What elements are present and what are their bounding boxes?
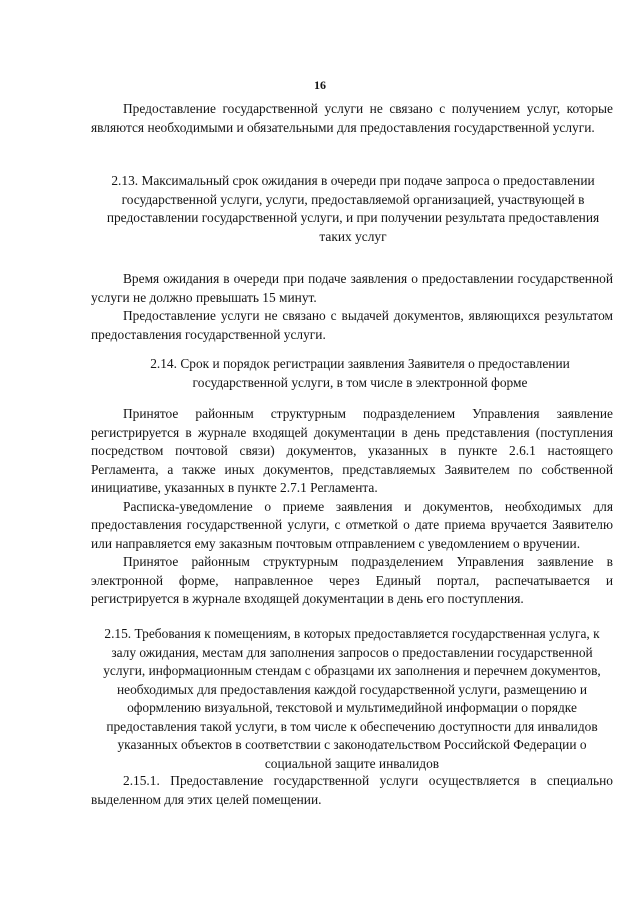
page-number: 16 [314, 78, 326, 92]
paragraph-text: Предоставление услуги не связано с выдачей документов, являющихся результатом предоставления государственной услуги. [91, 308, 613, 342]
paragraph-text: Предоставление государственной услуги не связано с получением услуг, которые являются необходимыми и обязательными для предоставления государственной услуги. [91, 101, 613, 135]
paragraph-text: Расписка-уведомление о приеме заявления и документов, необходимых для предоставления государственной услуги, с отметкой о дате приема вручается Заявителю или направляется ему заказным почтовым отправлением с уведомлением о вручении. [91, 498, 613, 551]
section-heading-2-14 [120, 355, 600, 392]
heading-text: 2.14. Срок и порядок регистрации заявления Заявителя о предоставлении государственной услуги, в том числе в электронной форме [150, 356, 570, 390]
heading-text: 2.13. Максимальный срок ожидания в очереди при подаче запроса о предоставлении государственной услуги, услуги, предоставляемой организацией, участвующей в предоставлении государственной услуги, и при получении результата предоставления таких услуг [106, 173, 600, 244]
paragraph-text: 2.15.1. Предоставление государственной услуги осуществляется в специально выделенном для этих целей помещении. [91, 773, 613, 807]
paragraph-registration [91, 405, 613, 609]
paragraph-text: Время ожидания в очереди при подаче заявления о предоставлении государственной услуги не должно превышать 15 минут. [91, 271, 613, 305]
paragraph-text: Принятое районным структурным подразделением Управления заявление в электронной форме, направленное через Единый портал, распечатывается и регистрируется в журнале входящей документации в день его поступления. [91, 554, 613, 606]
paragraph-text: Принятое районным структурным подразделением Управления заявление регистрируется в журнале входящей документации в день представления (поступления посредством почтовой связи) документов, указанных в пункте 2.6.1 настоящего Регламента, а также иных документов, представляемых Заявителем по собственной инициативе, указанных в пункте 2.7.1 Регламента. [91, 406, 613, 495]
heading-text: 2.15. Требования к помещениям, в которых предоставляется государственная услуга, к залу ожидания, местам для заполнения запросов о предоставлении государственной услуги, информационным стендам с образцами их заполнения и перечнем документов, необходимых для предоставления каждой государственной услуги, размещению и оформлению визуальной, текстовой и мультимедийной информации о порядке предоставления такой услуги, в том числе к обеспечению доступности для инвалидов указанных объектов в соответствии с законодательством Российской Федерации о социальной защите инвалидов [103, 626, 601, 771]
paragraph-services-not-required [91, 100, 613, 137]
section-heading-2-15 [93, 625, 611, 773]
section-heading-2-13 [98, 172, 608, 246]
paragraph-wait-time [91, 270, 613, 344]
paragraph-2-15-1 [91, 772, 613, 809]
